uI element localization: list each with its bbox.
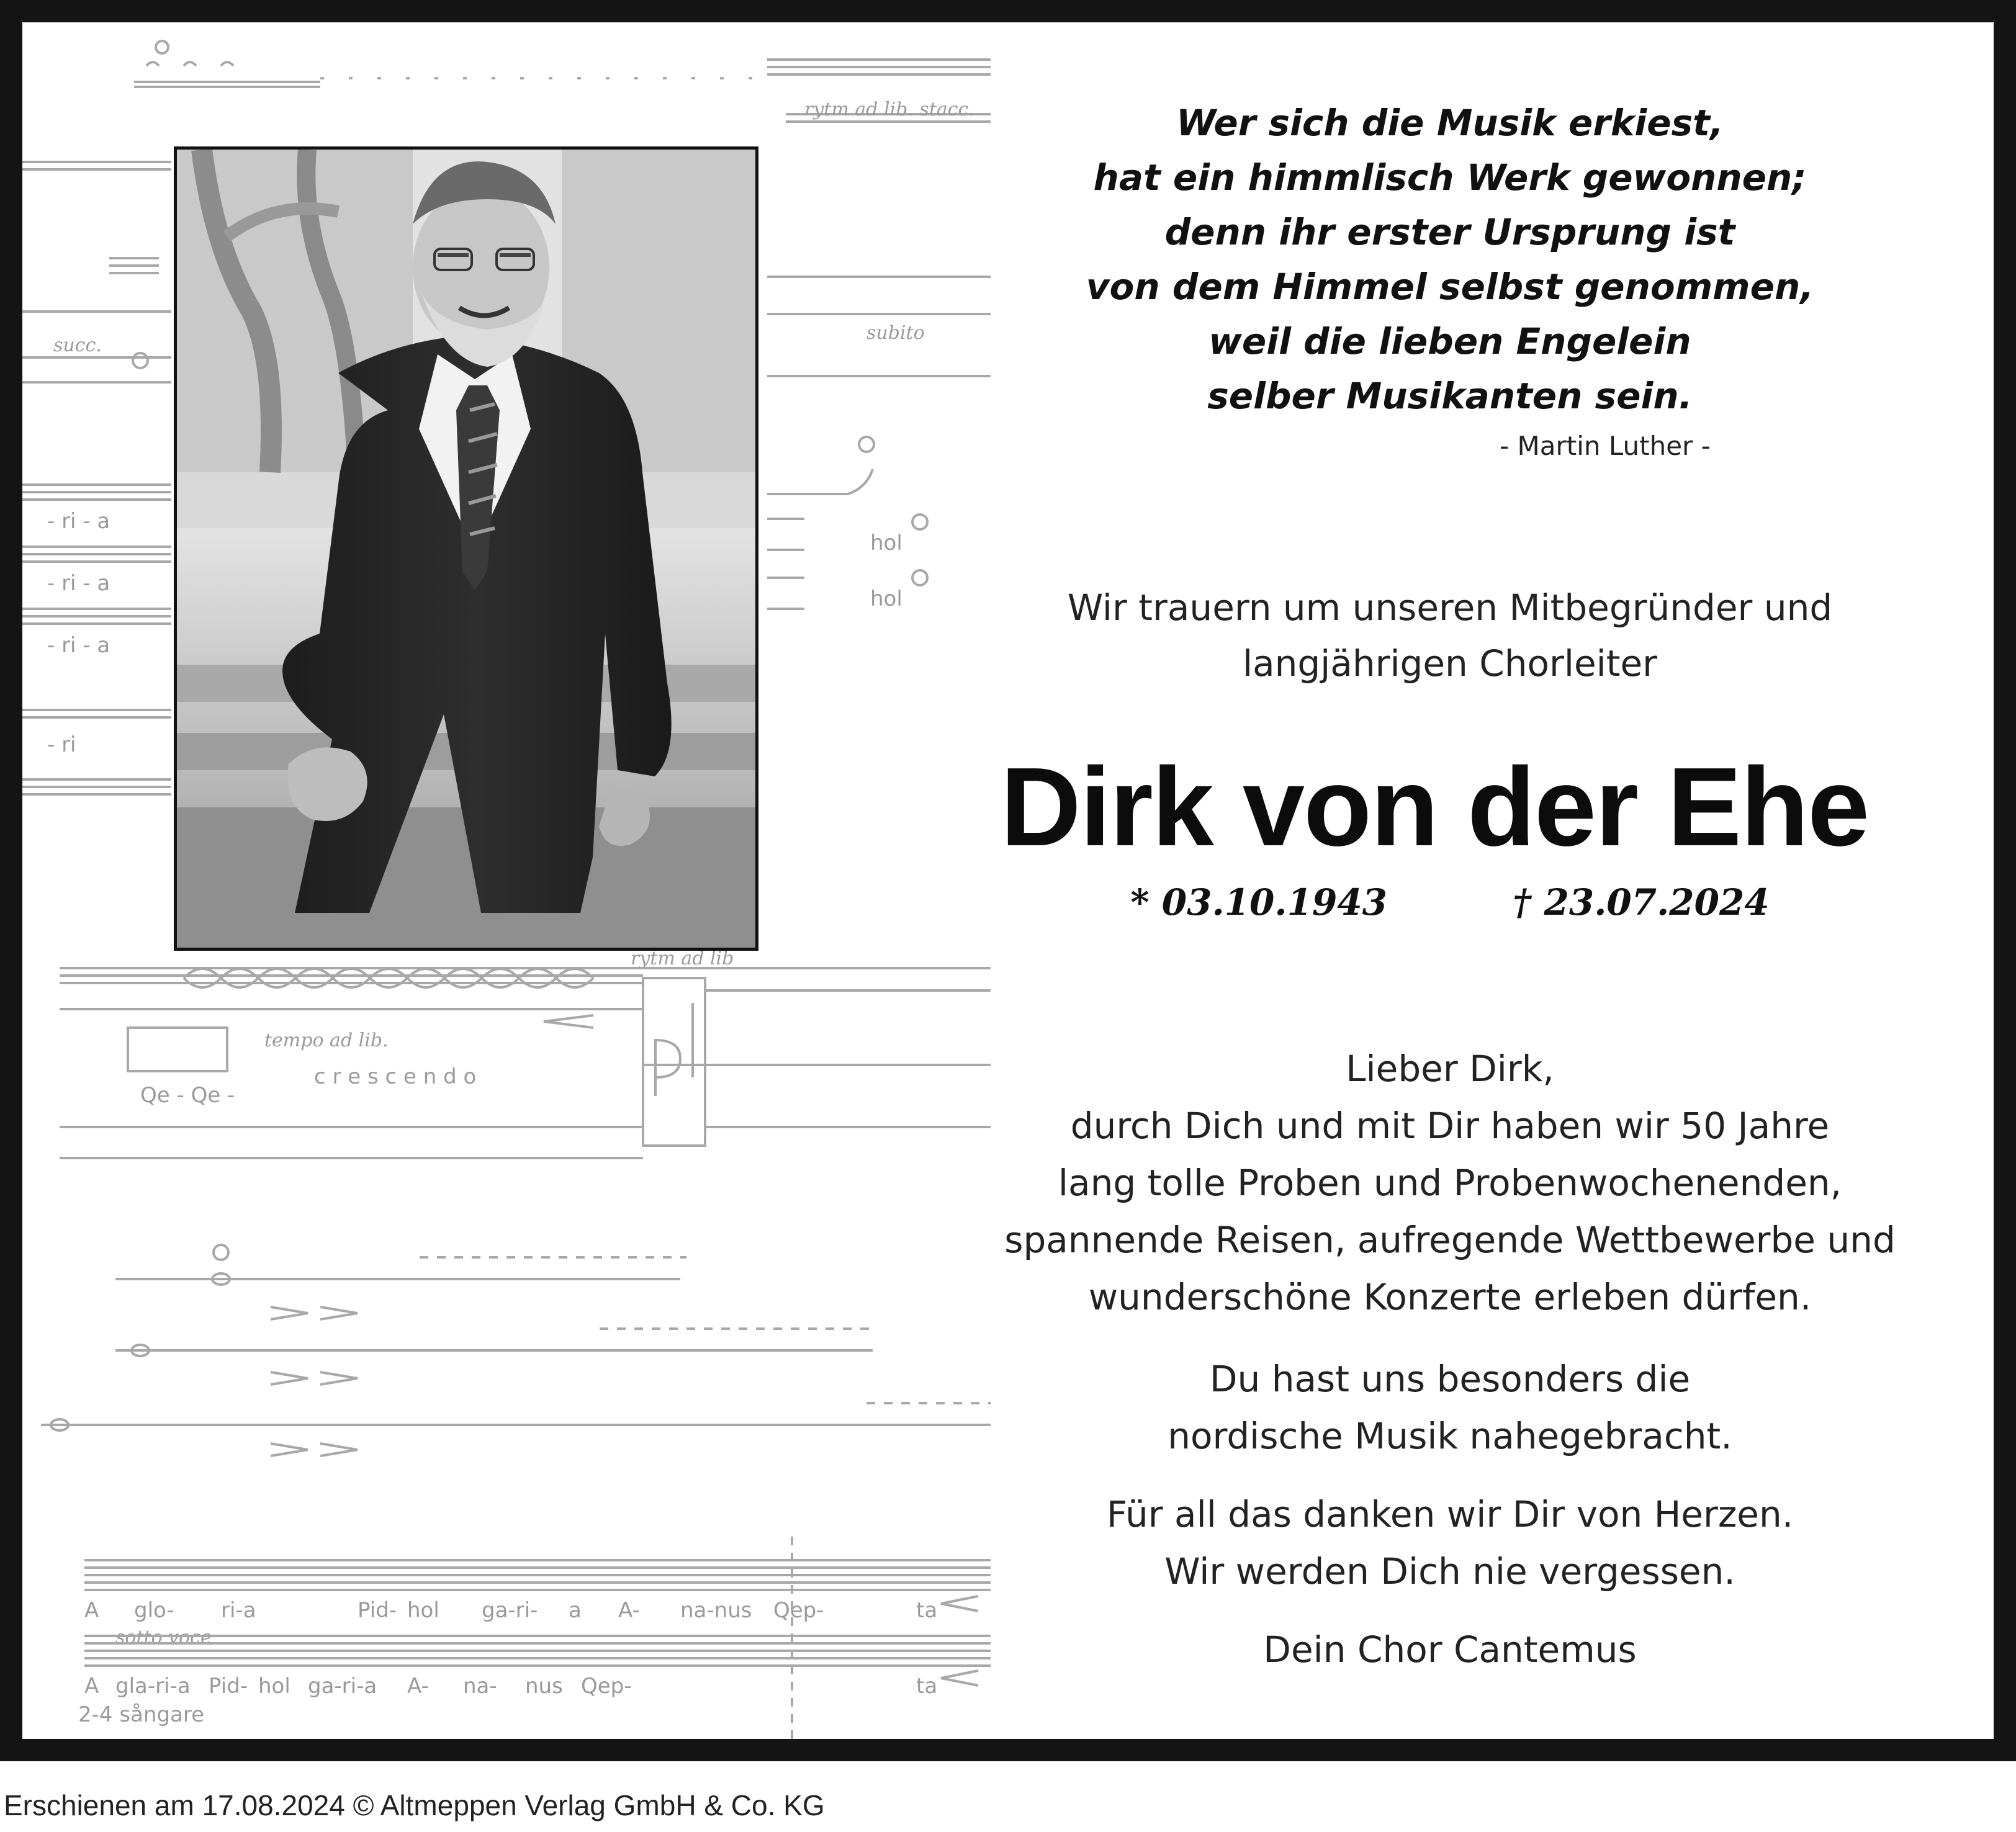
score-label-rytm-ad-lib: rytm ad lib [631, 948, 734, 969]
score-lyric-7: a [569, 1598, 582, 1623]
message-paragraph-2 [941, 1350, 1959, 1465]
poem-quote [991, 96, 1909, 423]
notice-inner-panel [22, 22, 1994, 1739]
score-label-qe-qe: Qe - Qe - [140, 1083, 235, 1108]
score-lyric-9: na-nus [680, 1598, 752, 1623]
score-lyric2-5: ga-ri-a [308, 1674, 377, 1699]
score-label-hol-1: hol [870, 531, 902, 555]
score-lyric-5: hol [407, 1598, 439, 1623]
score-label-hol-2: hol [870, 586, 902, 611]
message-line: spannende Reisen, aufregende Wettbewerbe und [1004, 1219, 1896, 1261]
score-label-sotto-voce: sotto voce [115, 1627, 212, 1648]
message-line: Lieber Dirk, [1346, 1048, 1554, 1090]
score-lyric-2: glo- [134, 1598, 174, 1623]
score-lyric-4: Pid- [358, 1598, 397, 1623]
portrait-photo [174, 146, 758, 951]
mourning-intro [991, 580, 1909, 691]
poem-line: von dem Himmel selbst genommen, [1086, 266, 1814, 308]
portrait-image [177, 150, 755, 948]
message-line: durch Dich und mit Dir haben wir 50 Jahre [1070, 1105, 1830, 1147]
message-line: Wir werden Dich nie vergessen. [1164, 1550, 1735, 1592]
score-lyric2-10: ta [916, 1674, 938, 1699]
message-line: Du hast uns besonders die [1209, 1358, 1691, 1400]
score-label-succ: succ. [53, 335, 102, 356]
score-bottom-staves [78, 1537, 991, 1739]
message-line: lang tolle Proben und Probenwochenenden, [1058, 1162, 1842, 1204]
score-lyric2-1: A [84, 1674, 99, 1699]
score-syllable-3: - ri - a [47, 633, 110, 658]
score-lyric-3: ri-a [221, 1598, 256, 1623]
death-date: † 23.07.2024 [1512, 881, 1770, 923]
score-lyric2-3: Pid- [209, 1674, 248, 1699]
score-lower-block [41, 1245, 991, 1456]
life-dates [1015, 878, 1884, 927]
date-spacer [1387, 881, 1513, 923]
score-staff-left [22, 258, 171, 794]
score-lyric2-8: nus [525, 1674, 563, 1699]
score-lyric2-4: hol [258, 1674, 290, 1699]
message-paragraph-3 [941, 1486, 1959, 1600]
message-line: Für all das danken wir Dir von Herzen. [1106, 1493, 1794, 1535]
score-lyric2-7: na- [463, 1674, 497, 1699]
score-lyric-8: A- [618, 1598, 640, 1623]
message-signature: Dein Chor Cantemus [1263, 1628, 1637, 1671]
poem-line: hat ein himmlisch Werk gewonnen; [1093, 156, 1807, 199]
score-lyric-6: ga-ri- [482, 1598, 538, 1623]
score-label-sangare: 2-4 sångare [78, 1702, 205, 1727]
deceased-name: Dirk von der Ehe [1000, 745, 1869, 869]
score-label-rytm-stacc: rytm ad lib. stacc. [804, 99, 974, 120]
score-syllable-1: - ri - a [47, 509, 110, 534]
poem-attribution: - Martin Luther - [1500, 431, 1711, 461]
intro-line: langjährigen Chorleiter [1242, 642, 1658, 685]
message-line: nordische Musik nahegebracht. [1168, 1415, 1732, 1457]
score-lyric-11: ta [916, 1598, 938, 1623]
score-lyric2-2: gla-ri-a [115, 1674, 191, 1699]
poem-line: selber Musikanten sein. [1207, 375, 1693, 417]
score-lyric-1: A [84, 1598, 99, 1623]
score-syllable-4: - ri [47, 732, 76, 757]
score-label-subito: subito [866, 322, 925, 344]
publication-footer: Erschienen am 17.08.2024 © Altmeppen Verlag GmbH & Co. KG [4, 1789, 825, 1821]
poem-line: denn ihr erster Ursprung ist [1164, 211, 1735, 253]
score-lyric2-9: Qep- [581, 1674, 632, 1699]
poem-line: weil die lieben Engelein [1208, 320, 1691, 362]
score-lyric2-6: A- [407, 1674, 429, 1699]
score-label-tempo-ad-lib: tempo ad lib. [264, 1030, 389, 1051]
poem-line: Wer sich die Musik erkiest, [1176, 102, 1724, 144]
intro-line: Wir trauern um unseren Mitbegründer und [1067, 586, 1833, 629]
score-lyric-10: Qep- [773, 1598, 824, 1623]
score-label-crescendo: c r e s c e n d o [314, 1064, 477, 1089]
score-staff-right [767, 277, 991, 611]
message-paragraph-1 [941, 1040, 1959, 1326]
message-line: wunderschöne Konzerte erleben dürfen. [1088, 1276, 1812, 1318]
score-middle-block [60, 948, 991, 1158]
birth-date: * 03.10.1943 [1130, 881, 1388, 923]
score-syllable-2: - ri - a [47, 571, 110, 596]
